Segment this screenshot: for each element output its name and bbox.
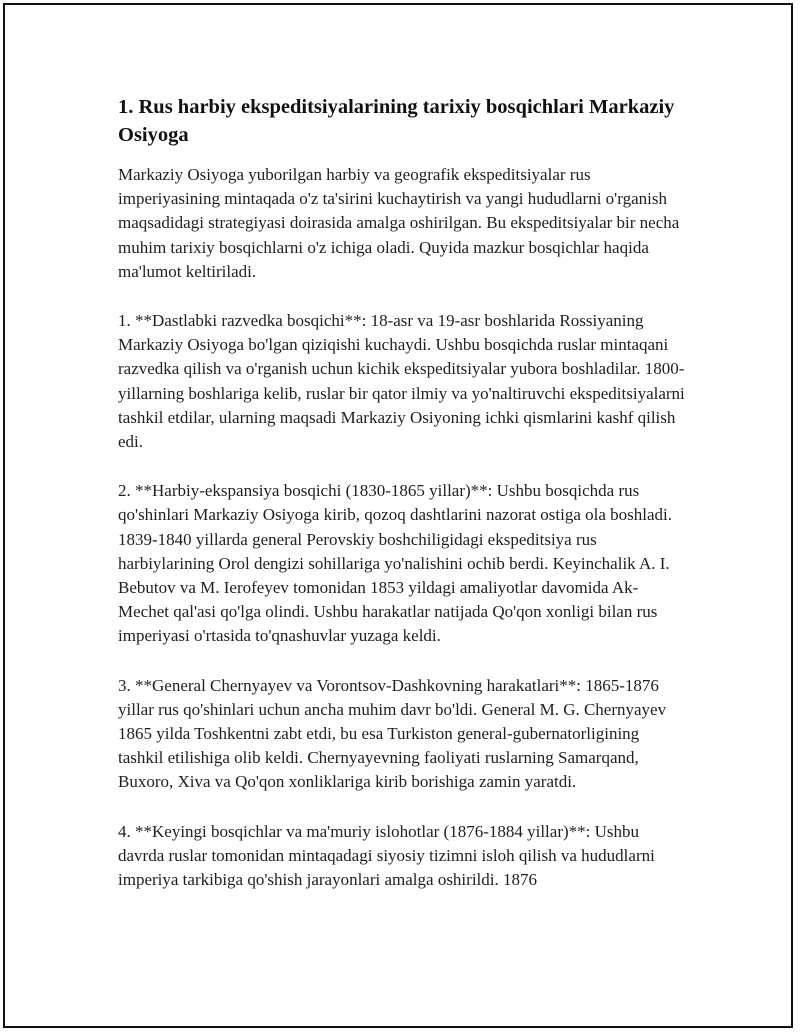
paragraph-stage-4: 4. **Keyingi bosqichlar va ma'muriy islohotlar (1876-1884 yillar)**: Ushbu davrda ruslar tomonidan mintaqadagi siyosiy tizimni isloh qilish va hududlarni imperiya tarkibiga qo'shish jarayonlari amalga oshirildi. 1876: [118, 821, 655, 890]
document-body: [118, 93, 686, 917]
paragraph-stage-2: 2. **Harbiy-ekspansiya bosqichi (1830-1865 yillar)**: Ushbu bosqichda rus qo'shinlari Markaziy Osiyoga kirib, qozoq dashtlarini nazorat ostiga ola boshladi. 1839-1840 yillarda general Perovskiy boshchiligidagi ekspeditsiya rus harbiylarining Orol dengizi sohillariga yo'nalishini ochib berdi. Keyinchalik A. I. Bebutov va M. Ierofeyev tomonidan 1853 yildagi amaliyotlar davomida Ak-Mechet qal'asi qo'lga olindi. Ushbu harakatlar natijada Qo'qon xonligi bilan rus imperiyasi o'rtasida to'qnashuvlar yuzaga keldi.: [118, 481, 673, 646]
document-title: 1. Rus harbiy ekspeditsiyalarining tarixiy bosqichlari Markaziy Osiyoga: [118, 96, 675, 146]
paragraph-stage-3: 3. **General Chernyayev va Vorontsov-Dashkovning harakatlari**: 1865-1876 yillar rus qo'shinlari uchun ancha muhim davr bo'ldi. General M. G. Chernyayev 1865 yilda Toshkentni zabt etdi, bu esa Turkiston general-gubernatorligining tashkil etilishiga olib keldi. Chernyayevning faoliyati ruslarning Samarqand, Buxoro, Xiva va Qo'qon xonliklariga kirib borishiga zamin yaratdi.: [118, 675, 667, 792]
paragraph-intro: Markaziy Osiyoga yuborilgan harbiy va geografik ekspeditsiyalar rus imperiyasining mintaqada o'z ta'sirini kuchaytirish va yangi hududlarni o'rganish maqsadidagi strategiyasi doirasida amalga oshirilgan. Bu ekspeditsiyalar bir necha muhim tarixiy bosqichlarni o'z ichiga oladi. Quyida mazkur bosqichlar haqida ma'lumot keltiriladi.: [118, 165, 680, 281]
paragraph-stage-1: 1. **Dastlabki razvedka bosqichi**: 18-asr va 19-asr boshlarida Rossiyaning Markaziy Osiyoga bo'lgan qiziqishi kuchaydi. Ushbu bosqichda ruslar mintaqani razvedka qilish va o'rganish uchun kichik ekspeditsiyalar yubora boshladilar. 1800-yillarning boshlariga kelib, ruslar bir qator ilmiy va yo'naltiruvchi ekspeditsiyalarni tashkil etdilar, ularning maqsadi Markaziy Osiyoning ichki qismlarini kashf qilish edi.: [118, 311, 685, 452]
